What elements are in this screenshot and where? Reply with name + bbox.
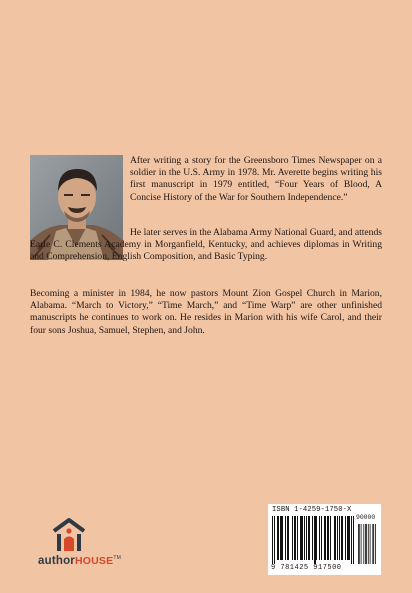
barcode-bar xyxy=(309,516,310,560)
barcode-addon-bar xyxy=(370,524,371,564)
barcode-bars xyxy=(271,516,378,564)
barcode-bar xyxy=(312,516,313,560)
barcode-bar xyxy=(288,516,289,560)
barcode-bar xyxy=(297,516,298,560)
bio-paragraph-2: He later serves in the Alabama Army National Guard, and attends Earle C. Clements Academy in Morganfield, Kentucky, and achieves diplomas in Writing and Comprehension, English Composition, and Basic Typing. xyxy=(30,227,382,263)
barcode-addon-bar xyxy=(365,524,366,564)
ean-number: 9 781425 917500 xyxy=(271,564,342,572)
barcode-bar xyxy=(304,516,305,560)
barcode-addon-bar xyxy=(368,524,369,564)
barcode-bar xyxy=(280,516,281,560)
barcode-bar xyxy=(330,516,331,560)
barcode-bar xyxy=(347,516,348,560)
barcode-addon-number: 90000 xyxy=(356,514,376,521)
publisher-wordmark xyxy=(38,555,121,567)
barcode-addon-bar xyxy=(375,524,376,564)
barcode-bar xyxy=(348,516,349,560)
publisher-logo xyxy=(38,517,121,583)
barcode-bar xyxy=(274,516,275,564)
authorhouse-logo-icon xyxy=(52,517,86,553)
barcode-addon-bar xyxy=(372,524,373,564)
publisher-name-author: author xyxy=(38,555,75,567)
barcode-bar xyxy=(277,516,278,560)
barcode-bar xyxy=(337,516,338,560)
barcode-bar xyxy=(295,516,296,560)
barcode-bar xyxy=(353,516,354,564)
barcode-bar xyxy=(341,516,342,560)
barcode-bar xyxy=(319,516,320,560)
barcode-addon-bar xyxy=(366,524,367,564)
bio-paragraph-3: Becoming a minister in 1984, he now pastors Mount Zion Gospel Church in Marion, Alabama. “March to Victory,” “Time March,” and “Time Warp” are other unfinished manuscripts he continues to work on. He resides in Marion with his wife Carol, and their four sons Joshua, Samuel, Stephen, and John. xyxy=(30,288,382,336)
barcode-bar xyxy=(328,516,329,560)
barcode-bar xyxy=(327,516,328,560)
barcode-bar xyxy=(285,516,286,560)
barcode-bar xyxy=(324,516,325,560)
barcode-bar xyxy=(316,516,317,560)
barcode-addon-bar xyxy=(359,524,360,564)
barcode-addon-bar xyxy=(363,524,364,564)
barcode-addon-bar xyxy=(373,524,374,564)
barcode-bar xyxy=(334,516,335,560)
barcode-bar xyxy=(292,516,293,560)
barcode-bar xyxy=(349,516,350,560)
barcode-bar xyxy=(282,516,283,560)
barcode-bar xyxy=(294,516,295,560)
trademark-mark: TM xyxy=(113,555,121,562)
barcode-bar xyxy=(345,516,346,560)
barcode-bar xyxy=(287,516,288,560)
isbn-barcode xyxy=(268,504,381,575)
barcode-bar xyxy=(278,516,279,560)
barcode-bar xyxy=(321,516,322,560)
barcode-addon-bar xyxy=(358,524,359,564)
barcode-bar xyxy=(308,516,309,560)
barcode-bar xyxy=(306,516,307,560)
barcode-bar xyxy=(302,516,303,560)
barcode-bar xyxy=(335,516,336,560)
barcode-bar xyxy=(315,516,316,564)
isbn-number: ISBN 1-4259-1750-X xyxy=(272,506,352,514)
barcode-bar xyxy=(272,516,273,564)
bio-paragraph-1: After writing a story for the Greensboro Times Newspaper on a soldier in the U.S. Army in 1978. Mr. Averette begins writing his first manuscript in 1979 entitled, “Four Years of Blood, A Concise History of the War for Southern Independence.” xyxy=(130,155,382,203)
publisher-name-house: HOUSE xyxy=(74,555,114,567)
barcode-bar xyxy=(325,516,326,560)
barcode-bar xyxy=(339,516,340,560)
barcode-bar xyxy=(281,516,282,560)
barcode-bar xyxy=(300,516,301,560)
barcode-addon-bar xyxy=(361,524,362,564)
barcode-bar xyxy=(301,516,302,560)
barcode-bar xyxy=(342,516,343,560)
barcode-bar xyxy=(314,516,315,564)
barcode-bar xyxy=(351,516,352,564)
